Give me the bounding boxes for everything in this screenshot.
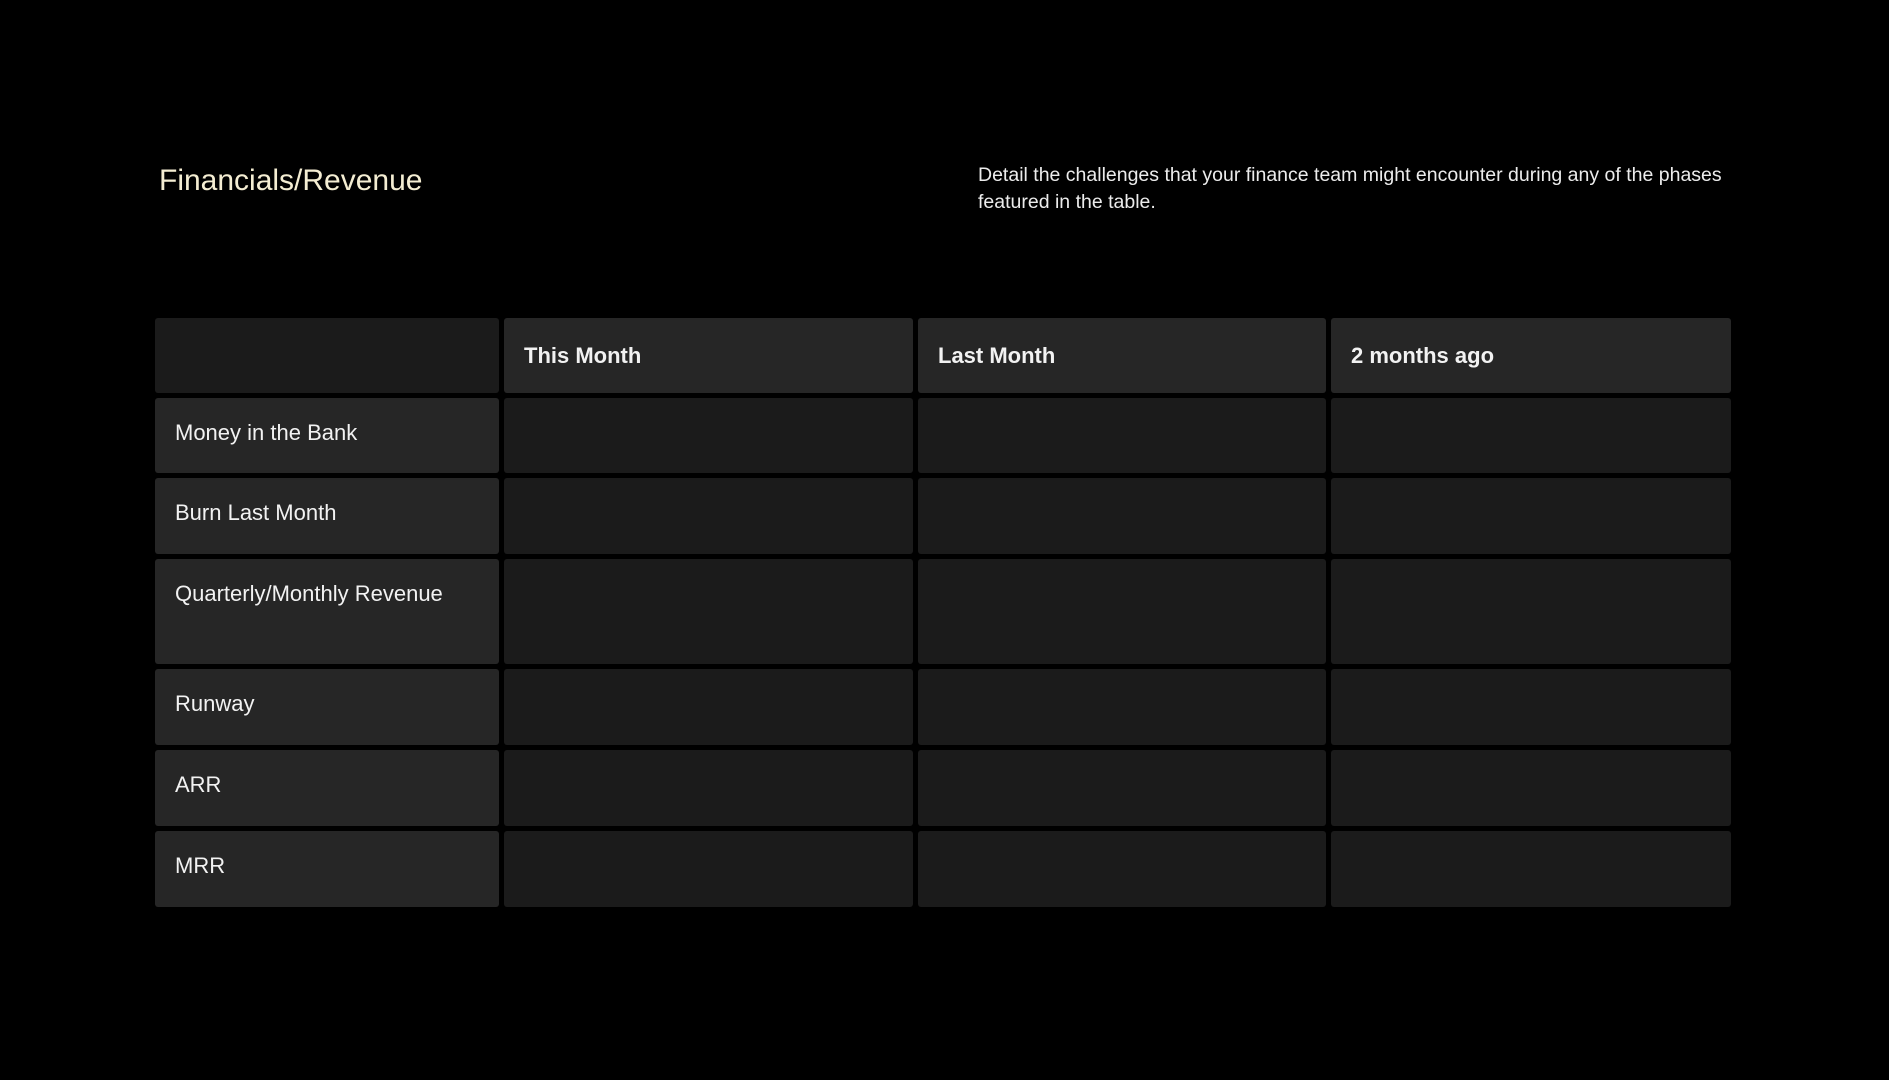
row-label: Burn Last Month	[155, 478, 499, 554]
table-data-cell[interactable]	[504, 398, 913, 473]
row-label: Money in the Bank	[155, 398, 499, 473]
column-header: 2 months ago	[1331, 318, 1731, 393]
column-header: Last Month	[918, 318, 1326, 393]
row-label: Quarterly/Monthly Revenue	[155, 559, 499, 664]
table-data-cell[interactable]	[1331, 831, 1731, 907]
column-header: This Month	[504, 318, 913, 393]
table-data-cell[interactable]	[1331, 478, 1731, 554]
page-description: Detail the challenges that your finance team might encounter during any of the phases featured in the table.	[978, 164, 1722, 213]
table-data-cell[interactable]	[918, 831, 1326, 907]
table-data-cell[interactable]	[1331, 669, 1731, 745]
table-data-cell[interactable]	[1331, 750, 1731, 826]
row-label: ARR	[155, 750, 499, 826]
table-data-cell[interactable]	[504, 559, 913, 664]
row-label: MRR	[155, 831, 499, 907]
table-data-cell[interactable]	[1331, 398, 1731, 473]
table-data-cell[interactable]	[918, 669, 1326, 745]
table-corner-cell	[155, 318, 499, 393]
page-title: Financials/Revenue	[159, 164, 423, 197]
financials-table	[155, 318, 1731, 907]
row-label: Runway	[155, 669, 499, 745]
table-data-cell[interactable]	[918, 559, 1326, 664]
table-data-cell[interactable]	[918, 750, 1326, 826]
table-data-cell[interactable]	[1331, 559, 1731, 664]
table-data-cell[interactable]	[504, 478, 913, 554]
table-data-cell[interactable]	[918, 478, 1326, 554]
table-data-cell[interactable]	[504, 831, 913, 907]
table-data-cell[interactable]	[504, 750, 913, 826]
table-data-cell[interactable]	[504, 669, 913, 745]
table-data-cell[interactable]	[918, 398, 1326, 473]
